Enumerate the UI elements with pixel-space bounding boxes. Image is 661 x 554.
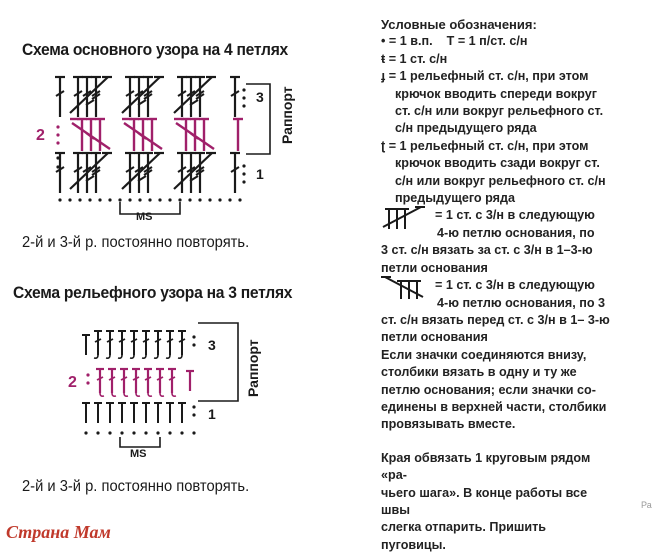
diagram1-title: Схема основного узора на 4 петлях <box>22 40 288 59</box>
legend-back-post-line: = 1 рельефный ст. с/н, при этом <box>388 138 589 153</box>
legend-front-post-line: с/н предыдущего ряда <box>395 121 537 136</box>
diagram1-row1 <box>55 153 246 193</box>
diagram2-row2-label: 2 <box>68 374 77 391</box>
legend-finish-note <box>381 450 613 554</box>
back-post-stitch-icon: ʈ <box>381 138 386 153</box>
diagram2-row1-label: 1 <box>208 406 216 422</box>
dc-stitch-icon: ŧ <box>381 51 386 66</box>
diagram1-repeat-note: 2-й и 3-й р. постоянно повторять. <box>22 234 250 251</box>
legend-heading: Условные обозначения: <box>381 17 537 32</box>
diagram2-ms-bracket <box>120 437 160 447</box>
legend-front-post <box>381 68 613 138</box>
diagram2-row1 <box>82 403 196 423</box>
legend-back-post <box>381 138 613 208</box>
diagram1-row2-label: 2 <box>36 127 45 144</box>
legend-hdc-text: T = 1 п/ст. с/н <box>446 34 528 49</box>
diagram2-chain <box>84 431 195 434</box>
diagram2-chart <box>50 315 290 465</box>
diagram1-row3-label: 3 <box>256 89 264 105</box>
cross-front-stitch-icon <box>381 275 429 301</box>
legend-join-note <box>381 347 613 434</box>
legend-cross-front-line: 4-ю петлю основания, по 3 <box>437 295 606 310</box>
legend-finish-line: слегка отпарить. Пришить пуговицы. <box>381 520 547 552</box>
diagram2-title: Схема рельефного узора на 3 петлях <box>13 283 293 302</box>
legend-dc-text: = 1 ст. с/н <box>388 51 448 66</box>
legend-join-line: провязывать вместе. <box>381 417 516 432</box>
legend-back-post-line: с/н или вокруг рельефного ст. с/н <box>395 173 606 188</box>
diagram1-rapport-label: Раппорт <box>279 86 295 144</box>
legend-join-line: Если значки соединяются внизу, <box>381 347 587 362</box>
legend-dc-line <box>381 51 613 68</box>
diagram2-row3 <box>82 331 196 358</box>
legend-cross-front-line: петли основания <box>381 330 488 345</box>
legend-back-post-line: крючок вводить сзади вокруг ст. <box>395 156 600 171</box>
corner-mark: Ра <box>641 500 652 510</box>
legend <box>381 16 613 554</box>
legend-chain-text: = 1 в.п. <box>388 34 433 49</box>
legend-cross-back <box>381 207 613 277</box>
legend-front-post-line: крючок вводить спереди вокруг <box>395 86 597 101</box>
legend-join-line: петлю основания; если значки со- <box>381 382 596 397</box>
legend-cross-back-line: 4-ю петлю основания, по <box>437 225 595 240</box>
site-watermark: Страна Мам <box>6 522 111 542</box>
legend-cross-front <box>381 277 613 347</box>
diagram1-row2 <box>56 119 243 151</box>
diagram2-row2 <box>86 369 194 396</box>
legend-finish-line: чьего шага». В конце работы все швы <box>381 485 588 517</box>
legend-cross-back-line: 3 ст. с/н вязать за ст. с 3/н в 1–3-ю <box>381 243 593 258</box>
legend-cross-back-line: = 1 ст. с 3/н в следующую <box>435 208 595 223</box>
legend-join-line: столбики вязать в одну и ту же <box>381 365 577 380</box>
legend-chain-hdc-line <box>381 33 613 50</box>
diagram1-chart <box>30 72 320 232</box>
diagram2-row3-label: 3 <box>208 337 216 353</box>
diagram2-rapport-bracket <box>198 323 238 401</box>
legend-cross-back-line: петли основания <box>381 260 488 275</box>
diagram1-row3 <box>55 77 246 117</box>
diagram1-ms-label: MS <box>136 211 153 223</box>
diagram2-rapport-label: Раппорт <box>245 339 261 397</box>
legend-front-post-line: ст. с/н или вокруг рельефного ст. <box>395 104 604 119</box>
legend-cross-front-line: ст. с/н вязать перед ст. с 3/н в 1– 3-ю <box>381 312 610 327</box>
legend-front-post-line: = 1 рельефный ст. с/н, при этом <box>388 69 589 84</box>
diagram1-row1-label: 1 <box>256 166 264 182</box>
diagram2-repeat-note: 2-й и 3-й р. постоянно повторять. <box>22 478 250 495</box>
legend-join-line: единены в верхней части, столбики <box>381 399 607 414</box>
diagram2-ms-label: MS <box>130 448 147 460</box>
cross-back-stitch-icon <box>381 205 429 231</box>
legend-back-post-line: предыдущего ряда <box>395 191 515 206</box>
legend-finish-line: Края обвязать 1 круговым рядом «ра- <box>381 450 591 483</box>
front-post-stitch-icon: ɟ <box>381 69 386 84</box>
diagram1-chain <box>58 198 241 201</box>
chain-dot-icon: • <box>381 34 386 49</box>
legend-cross-front-line: = 1 ст. с 3/н в следующую <box>435 278 595 293</box>
